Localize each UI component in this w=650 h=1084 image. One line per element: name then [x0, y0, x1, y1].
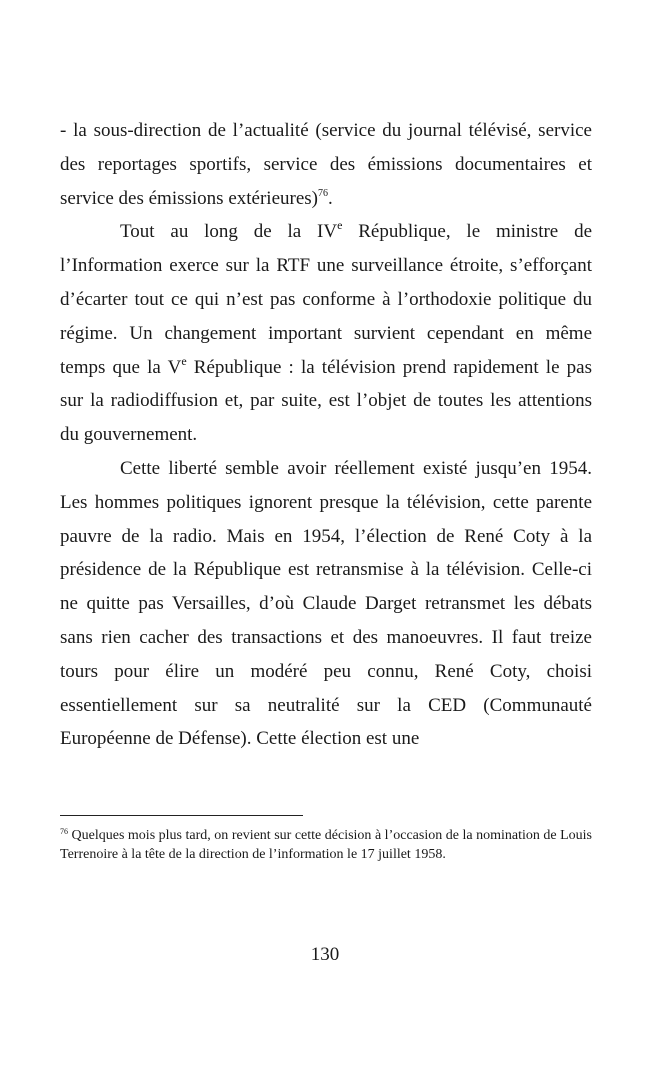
- paragraph-2-text-b: République, le ministre de l’Information exerce sur la RTF une surveillance étroite, s’efforçant d’écarter tout ce qui n’est pas conforme à l’orthodoxie politique du régime. Un changement important survient cependant en même temps que la V: [60, 221, 593, 378]
- footnote-ref-76: 76: [318, 187, 328, 199]
- footnote-76: [60, 826, 592, 864]
- paragraph-1: [60, 114, 592, 215]
- paragraph-2-text-a: Tout au long de la IV: [120, 221, 338, 243]
- paragraph-2: [60, 215, 592, 452]
- page-number: 130: [310, 944, 340, 965]
- footnote-separator: [60, 815, 303, 816]
- main-text: [60, 114, 592, 756]
- superscript-e-1: e: [337, 218, 343, 233]
- superscript-e-2: e: [181, 353, 187, 368]
- paragraph-2-text-c: République : la télévision prend rapidement le pas sur la radiodiffusion et, par suite, est l’objet de toutes les attentions du gouvernement.: [60, 356, 592, 446]
- paragraph-3: Cette liberté semble avoir réellement existé jusqu’en 1954. Les hommes politiques ignorent presque la télévision, cette parente pauvre de la radio. Mais en 1954, l’élection de René Coty à la présidence de la République est retransmise à la télévision. Celle-ci ne quitte pas Versailles, d’où Claude Darget retransmet les débats sans rien cacher des transactions et des manoeuvres. Il faut treize tours pour élire un modéré peu connu, René Coty, choisi essentiellement sur sa neutralité sur la CED (Communauté Européenne de Défense). Cette élection est une: [60, 457, 592, 750]
- footnote-text: Quelques mois plus tard, on revient sur cette décision à l’occasion de la nomination de Louis Terrenoire à la tête de la direction de l’information le 17 juillet 1958.: [60, 828, 592, 862]
- footnote-number: 76: [60, 827, 68, 836]
- paragraph-1-text: - la sous-direction de l’actualité (service du journal télévisé, service des reportages sportifs, service des émissions documentaires et service des émissions extérieures): [60, 120, 592, 209]
- paragraph-1-end: .: [328, 187, 333, 209]
